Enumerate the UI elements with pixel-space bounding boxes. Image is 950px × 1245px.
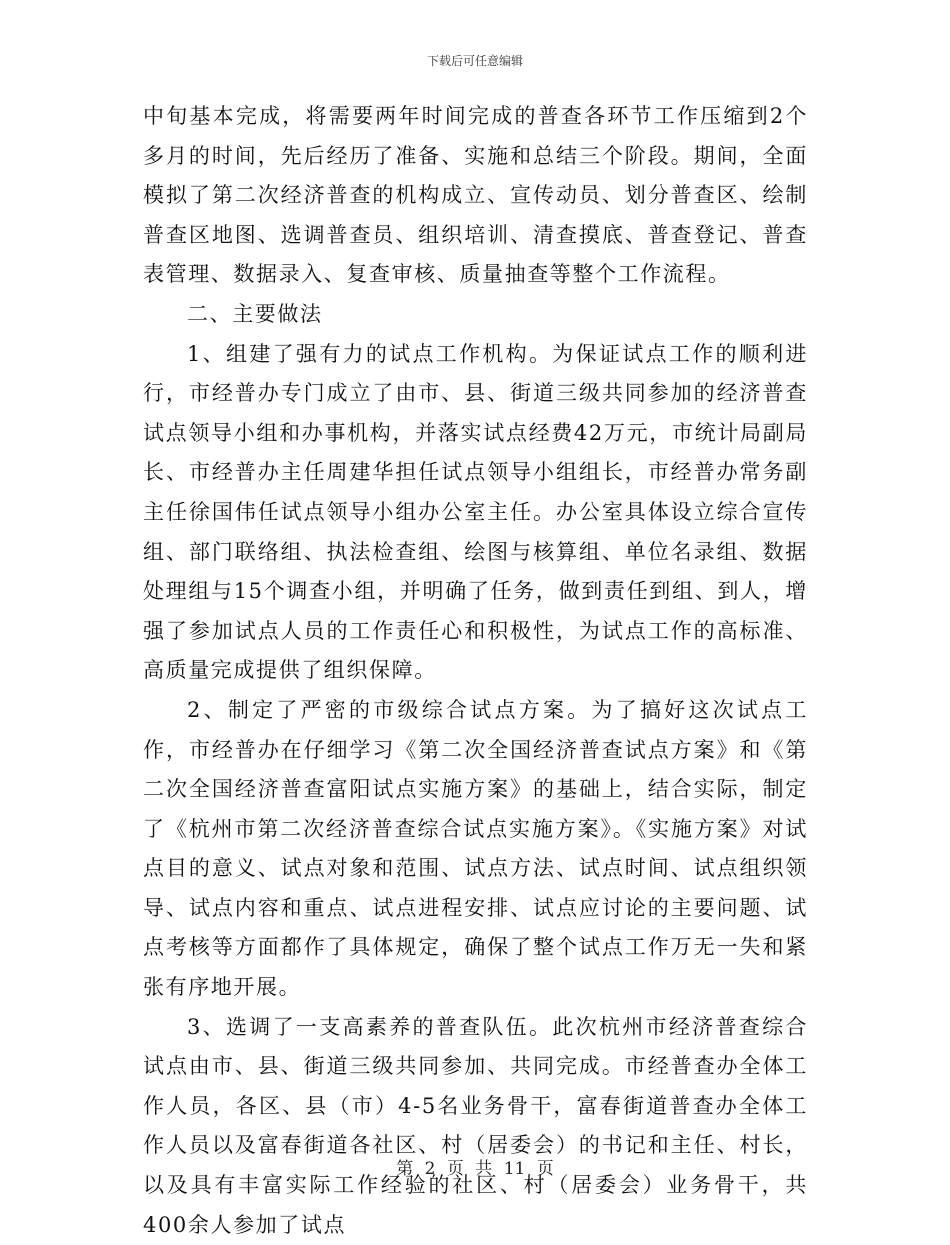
page-header: 下载后可任意编辑 bbox=[426, 54, 523, 68]
document-body bbox=[143, 97, 808, 1245]
page-number-footer: 第 2 页 共 11 页 bbox=[396, 1159, 554, 1179]
paragraph-continuation: 中旬基本完成，将需要两年时间完成的普查各环节工作压缩到2个多月的时间，先后经历了准备、实施和总结三个阶段。期间，全面模拟了第二次经济普查的机构成立、宣传动员、划分普查区、绘制普查区地图、选调普查员、组织培训、清查摸底、普查登记、普查表管理、数据录入、复查审核、质量抽查等整个工作流程。 bbox=[143, 104, 808, 287]
section-heading: 二、主要做法 bbox=[187, 301, 323, 326]
paragraph-item-2: 2、制定了严密的市级综合试点方案。为了搞好这次试点工作，市经普办在仔细学习《第二次全国经济普查试点方案》和《第二次全国经济普查富阳试点实施方案》的基础上，结合实际，制定了《杭州市第二次经济普查综合试点实施方案》。《实施方案》对试点目的意义、试点对象和范围、试点方法、试点时间、试点组织领导、试点内容和重点、试点进程安排、试点应讨论的主要问题、试点考核等方面都作了具体规定，确保了整个试点工作万无一失和紧张有序地开展。 bbox=[143, 697, 808, 1000]
paragraph-item-1: 1、组建了强有力的试点工作机构。为保证试点工作的顺利进行，市经普办专门成立了由市、县、街道三级共同参加的经济普查试点领导小组和办事机构，并落实试点经费42万元，市统计局副局长、市经普办主任周建华担任试点领导小组组长，市经普办常务副主任徐国伟任试点领导小组办公室主任。办公室具体设立综合宣传组、部门联络组、执法检查组、绘图与核算组、单位名录组、数据处理组与15个调查小组，并明确了任务，做到责任到组、到人，增强了参加试点人员的工作责任心和积极性，为试点工作的高标准、高质量完成提供了组织保障。 bbox=[143, 341, 808, 683]
paragraph-item-3: 3、选调了一支高素养的普查队伍。此次杭州市经济普查综合试点由市、县、街道三级共同参加、共同完成。市经普查办全体工作人员，各区、县（市）4-5名业务骨干，富春街道普查办全体工作人员以及富春街道各社区、村（居委会）的书记和主任、村长，以及具有丰富实际工作经验的社区、村（居委会）业务骨干，共400余人参加了试点 bbox=[143, 1014, 808, 1237]
